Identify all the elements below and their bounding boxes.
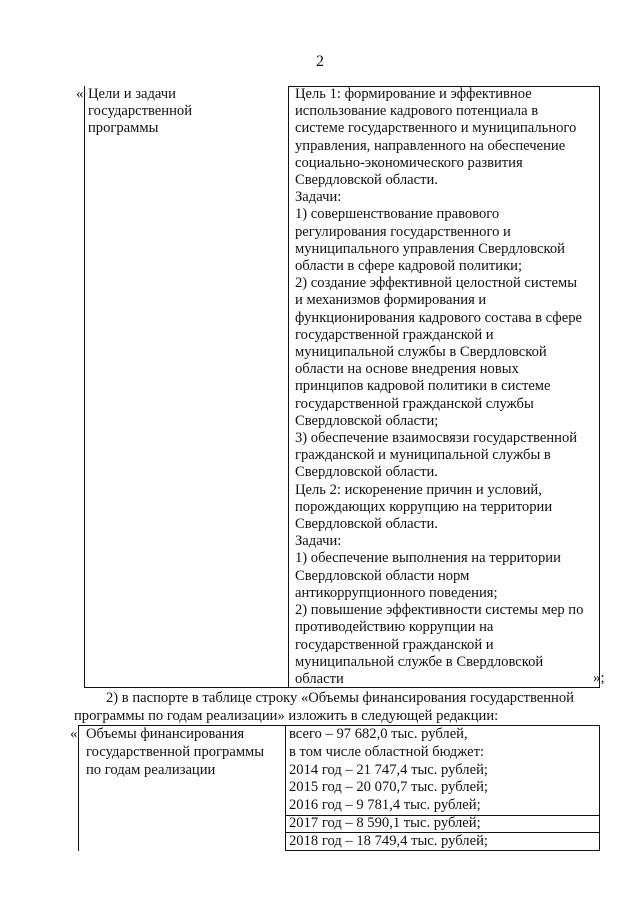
- content-line: 1) совершенствование правового: [295, 206, 500, 223]
- content-line: использование кадрового потенциала в: [295, 103, 539, 120]
- content-line: области на основе внедрения новых: [295, 361, 519, 378]
- content-line: 2017 год – 8 590,1 тыс. рублей;: [289, 814, 481, 831]
- content-line: Цель 2: искоренение причин и условий,: [295, 481, 542, 498]
- label-line: по годам реализации: [86, 761, 216, 778]
- content-line: Задачи:: [295, 533, 342, 550]
- content-line: управления, направленного на обеспечение: [295, 137, 566, 154]
- content-line: функционирования кадрового состава в сфере: [295, 309, 582, 326]
- content-line: 2015 год – 20 070,7 тыс. рублей;: [289, 779, 488, 796]
- content-line: государственной гражданской и: [295, 326, 494, 343]
- content-line: в том числе областной бюджет:: [289, 743, 485, 760]
- label-line: государственной программы: [86, 743, 265, 760]
- funding-table-content-cell: [289, 726, 595, 851]
- content-line: муниципального управления Свердловской: [295, 240, 565, 257]
- goals-table-label-cell: [88, 86, 284, 138]
- content-line: Свердловской области;: [295, 412, 439, 429]
- funding-table: [78, 725, 600, 851]
- table1-quote-close: »;: [593, 670, 605, 686]
- content-line: муниципальной службе в Свердловской: [295, 653, 544, 670]
- goals-table: [84, 86, 600, 688]
- amendment-paragraph: [74, 690, 614, 725]
- label-line: государственной: [88, 103, 193, 120]
- content-line: Свердловской области.: [295, 172, 438, 189]
- content-line: Свердловской области.: [295, 516, 438, 533]
- content-line: регулирования государственного и: [295, 223, 511, 240]
- content-line: и механизмов формирования и: [295, 292, 487, 309]
- content-line: государственной гражданской службы: [295, 395, 534, 412]
- table1-quote-open: «: [76, 86, 84, 102]
- content-line: противодействию коррупции на: [295, 619, 494, 636]
- label-line: программы: [88, 120, 159, 137]
- content-line: области в сфере кадровой политики;: [295, 258, 523, 275]
- content-line: Цель 1: формирование и эффективное: [295, 86, 532, 102]
- content-line: системе государственного и муниципального: [295, 120, 577, 137]
- paragraph-line: программы по годам реализации» изложить в следующей редакции:: [74, 707, 499, 724]
- label-line: Объемы финансирования: [86, 726, 245, 742]
- content-line: всего – 97 682,0 тыс. рублей,: [289, 726, 468, 742]
- content-line: социально-экономического развития: [295, 154, 523, 171]
- content-line: Свердловской области.: [295, 464, 438, 481]
- content-line: государственной гражданской и: [295, 636, 494, 653]
- content-line: Задачи:: [295, 189, 342, 206]
- page-number: 2: [316, 53, 324, 70]
- content-line: 2016 год – 9 781,4 тыс. рублей;: [289, 797, 481, 814]
- content-line: Свердловской области норм: [295, 567, 470, 584]
- goals-table-content-cell: [295, 86, 595, 688]
- content-line: 1) обеспечение выполнения на территории: [295, 550, 561, 567]
- table-border-left: [84, 86, 85, 688]
- label-line: Цели и задачи: [88, 86, 176, 102]
- content-line: муниципальной службы в Свердловской: [295, 344, 547, 361]
- content-line: порождающих коррупцию на территории: [295, 498, 553, 515]
- table-border-left: [78, 725, 79, 851]
- funding-table-label-cell: [86, 726, 282, 779]
- content-line: 2) создание эффективной целостной системы: [295, 275, 578, 292]
- content-line: гражданской и муниципальной службы в: [295, 447, 551, 464]
- content-line: 2018 год – 18 749,4 тыс. рублей;: [289, 832, 488, 849]
- content-line: принципов кадровой политики в системе: [295, 378, 551, 395]
- paragraph-line: 2) в паспорте в таблице строку «Объемы финансирования государственной: [106, 690, 574, 706]
- table-column-divider: [288, 86, 289, 688]
- content-line: 2) повышение эффективности системы мер по: [295, 602, 584, 619]
- table-border-right: [599, 86, 600, 688]
- content-line: 2014 год – 21 747,4 тыс. рублей;: [289, 761, 488, 778]
- content-line: 3) обеспечение взаимосвязи государственной: [295, 430, 578, 447]
- table2-quote-open: «: [70, 726, 78, 742]
- content-line: области: [295, 670, 344, 687]
- content-line: антикоррупционного поведения;: [295, 584, 498, 601]
